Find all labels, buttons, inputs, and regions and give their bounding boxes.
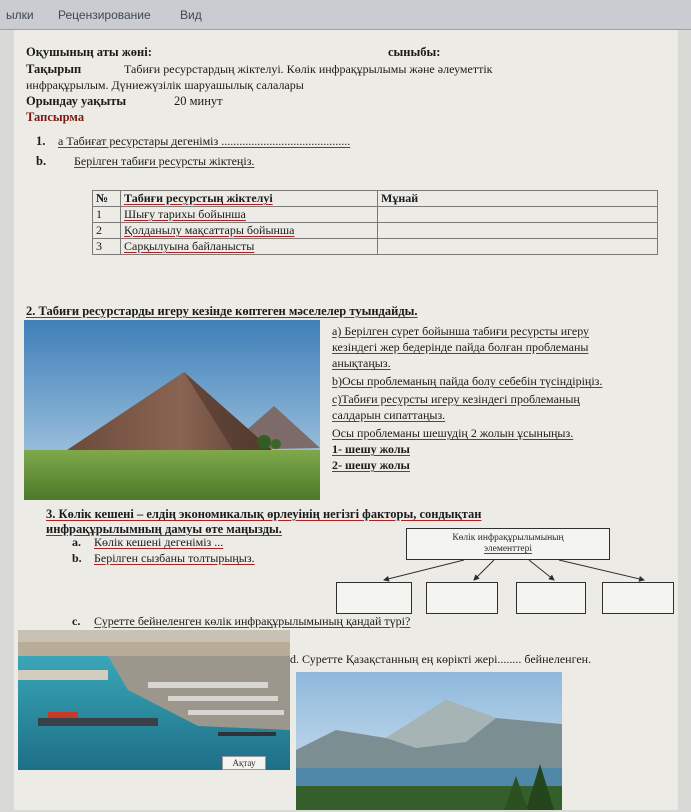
topic-text-line1: Табиғи ресурстардың жіктелуі. Көлік инфрақұрылымы және әлеуметтік — [124, 62, 493, 76]
task3-b-text: Берілген сызбаны толтырыңыз. — [94, 551, 255, 565]
mountain-lake-image — [296, 672, 562, 810]
diagram-element-box-4[interactable] — [602, 582, 674, 614]
task2-title: 2. Табиғи ресурстарды игеру кезінде көптеген мәселелер туындайды. — [26, 304, 418, 318]
task1-a-text: а Табиғат ресурстары дегеніміз ........................................... — [58, 134, 351, 148]
table-cell-answer[interactable] — [378, 239, 658, 255]
task3-title-line1: 3. Көлік кешені – елдің экономикалық өрлеуінің негізгі факторы, сондықтан — [46, 507, 482, 521]
task2-b-line1: b)Осы проблеманың пайда болу себебін түсіндіріңіз. — [332, 374, 603, 388]
class-label: сыныбы: — [388, 45, 441, 59]
kazakhstan-landscape-photo — [296, 672, 562, 810]
task2-a-line2: кезіндегі жер бедерінде пайда болған проблеманы — [332, 340, 589, 354]
table-row — [93, 239, 658, 255]
table-header-oil: Мұнай — [378, 191, 658, 207]
topic-label: Тақырып — [26, 62, 82, 76]
diagram-element-box-2[interactable] — [426, 582, 498, 614]
ribbon-menu — [0, 0, 691, 30]
diagram-element-box-1[interactable] — [336, 582, 412, 614]
topic-text-line2: инфрақұрылым. Дүниежүзілік шаруашылық салалары — [26, 78, 304, 92]
table-cell-answer[interactable] — [378, 223, 658, 239]
table-cell-number: 1 — [93, 207, 121, 223]
table-header-number: № — [93, 191, 121, 207]
ribbon-tab-view[interactable]: Вид — [180, 8, 202, 22]
task2-a-line3: анықтаңыз. — [332, 356, 391, 370]
task2-a-line1: а) Берілген сурет бойынша табиғи ресурсты игеру — [332, 324, 590, 338]
table-row — [93, 207, 658, 223]
ribbon-tab-links[interactable]: ылки — [6, 8, 34, 22]
table-cell-number: 3 — [93, 239, 121, 255]
table-header-classification: Табиғи ресурстың жіктелуі — [121, 191, 378, 207]
table-cell-answer[interactable] — [378, 207, 658, 223]
diagram-element-box-3[interactable] — [516, 582, 586, 614]
time-value: 20 минут — [174, 94, 223, 108]
table-row — [93, 223, 658, 239]
task1-b-number: b. — [36, 154, 47, 168]
task3-d-text: d. Суретте Қазақстанның ең көрікті жері........ бейнеленген. — [290, 652, 592, 666]
document-page — [14, 30, 678, 810]
task1-b-text: Берілген табиғи ресурсты жіктеңіз. — [74, 154, 255, 168]
table-cell-classification: Сарқылуына байланысты — [121, 239, 378, 255]
task3-a-text: Көлік кешені дегеніміз ... — [94, 535, 224, 549]
aktau-port-photo — [18, 630, 290, 770]
table-cell-classification: Шығу тарихы бойынша — [121, 207, 378, 223]
table-header-row — [93, 191, 658, 207]
task3-a-number: a. — [72, 535, 81, 549]
resource-classification-table — [92, 190, 658, 255]
task1-a-number: 1. — [36, 134, 46, 148]
ribbon-tab-review[interactable]: Рецензирование — [58, 8, 151, 22]
task3-b-number: b. — [72, 551, 82, 565]
task2-solution-2: 2- шешу жолы — [332, 458, 410, 472]
task-heading: Тапсырма — [26, 110, 85, 124]
task2-d-line1: Осы проблеманы шешудің 2 жолын ұсыныңыз. — [332, 426, 574, 440]
time-label: Орындау уақыты — [26, 94, 127, 108]
task3-c-text: Суретте бейнеленген көлік инфрақұрылымының қандай түрі? — [94, 614, 411, 628]
diagram-root-box — [406, 528, 610, 560]
table-cell-classification: Қолданылу мақсаттары бойынша — [121, 223, 378, 239]
mining-waste-heaps-photo — [24, 320, 320, 500]
mining-waste-heaps-image — [24, 320, 320, 500]
table-cell-number: 2 — [93, 223, 121, 239]
task2-c-line1: с)Табиғи ресурсты игеру кезіндегі проблеманың — [332, 392, 580, 406]
aktau-port-image — [18, 630, 290, 770]
task3-title-line2: инфрақұрылымның дамуы өте маңызды. — [46, 522, 282, 536]
diagram-root-title-line2: элементтері — [483, 544, 533, 554]
student-name-label: Оқушының аты жөні: — [26, 45, 152, 59]
task2-c-line2: салдарын сипаттаңыз. — [332, 408, 446, 422]
port-caption: Ақтау — [222, 756, 266, 770]
task3-c-number: c. — [72, 614, 81, 628]
diagram-root-title-line1: Көлік инфрақұрылымының — [452, 533, 564, 543]
task2-solution-1: 1- шешу жолы — [332, 442, 410, 456]
